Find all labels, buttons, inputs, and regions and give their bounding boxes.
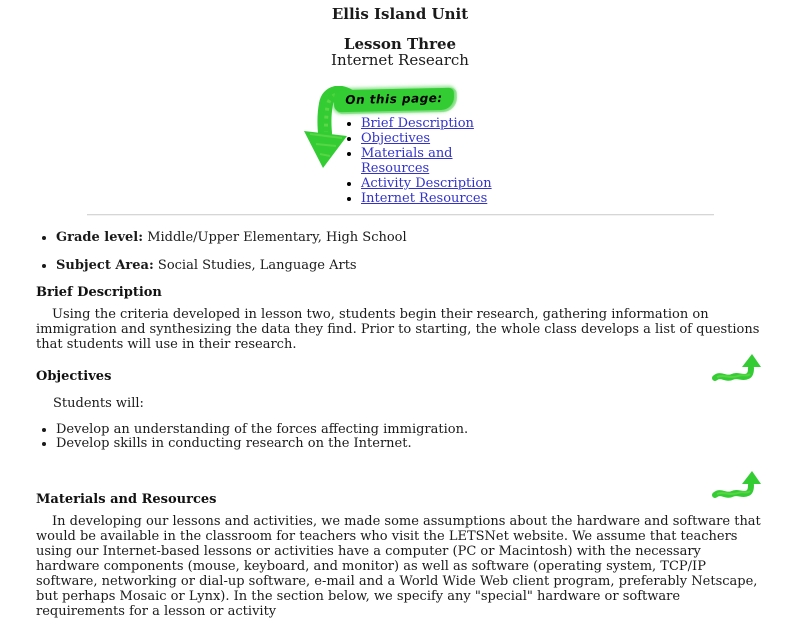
toc-item (361, 176, 501, 191)
on-this-page-banner (334, 88, 454, 113)
toc-link-objectives[interactable]: Objectives (361, 131, 431, 146)
toc-list (341, 116, 501, 206)
lesson-title: Lesson Three (343, 35, 457, 53)
toc-link-brief-description[interactable]: Brief Description (361, 116, 474, 131)
objective-item: • Develop an understanding of the forces affecting immigration. (56, 423, 764, 437)
back-to-top-arrow-icon[interactable] (712, 469, 764, 501)
meta-list (36, 230, 764, 273)
on-this-page-label: On this page: (345, 90, 443, 108)
grade-level-label: Grade level: (56, 230, 144, 245)
on-this-page-block (0, 86, 800, 206)
toc-link-internet-resources[interactable]: Internet Resources (361, 191, 488, 206)
toc-link-materials-resources[interactable]: Materials and Resources (361, 146, 453, 176)
toc-item (361, 191, 501, 206)
subject-area-value: Social Studies, Language Arts (157, 258, 357, 273)
objectives-list (36, 423, 764, 451)
subject-area-label: Subject Area: (56, 258, 154, 273)
lesson-page (0, 5, 800, 619)
objectives-heading: Objectives (36, 369, 112, 384)
objective-item: • Develop skills in conducting research on the Internet. (56, 437, 764, 451)
back-to-top-arrow-icon[interactable] (712, 352, 764, 384)
main-content (0, 230, 800, 619)
objectives-intro: Students will: (53, 396, 144, 411)
toc-item (361, 131, 501, 146)
toc-item (361, 146, 501, 176)
toc-link-activity-description[interactable]: Activity Description (361, 176, 492, 191)
grade-level-value: Middle/Upper Elementary, High School (147, 230, 407, 245)
unit-title: Ellis Island Unit (331, 5, 469, 23)
grade-level-item (56, 230, 764, 245)
materials-resources-heading: Materials and Resources (36, 492, 217, 507)
title-block (0, 6, 800, 68)
toc-item (361, 116, 501, 131)
lesson-subtitle: Internet Research (331, 51, 469, 69)
brief-description-heading: Brief Description (36, 285, 162, 300)
materials-resources-text: In developing our lessons and activities, we made some assumptions about the hardware and software that would be available in the classroom for teachers who visit the LETSNet website. We assume that teachers using our Internet-based lessons or activities have a computer (PC or Macintosh) with the necessary hardware components (mouse, keyboard, and monitor) as well as software (operating system, TCP/IP software, networking or dial-up software, e-mail and a World Wide Web client program, preferably Netscape, but perhaps Mosaic or Lynx). In the section below, we specify any "special" hardware or software requirements for a lesson or activity (36, 514, 761, 619)
subject-area-item (56, 258, 764, 273)
section-divider (87, 214, 714, 216)
brief-description-text: Using the criteria developed in lesson two, students begin their research, gathering information on immigration and synthesizing the data they find. Prior to starting, the whole class develops a list of questions that students will use in their research. (36, 307, 760, 352)
